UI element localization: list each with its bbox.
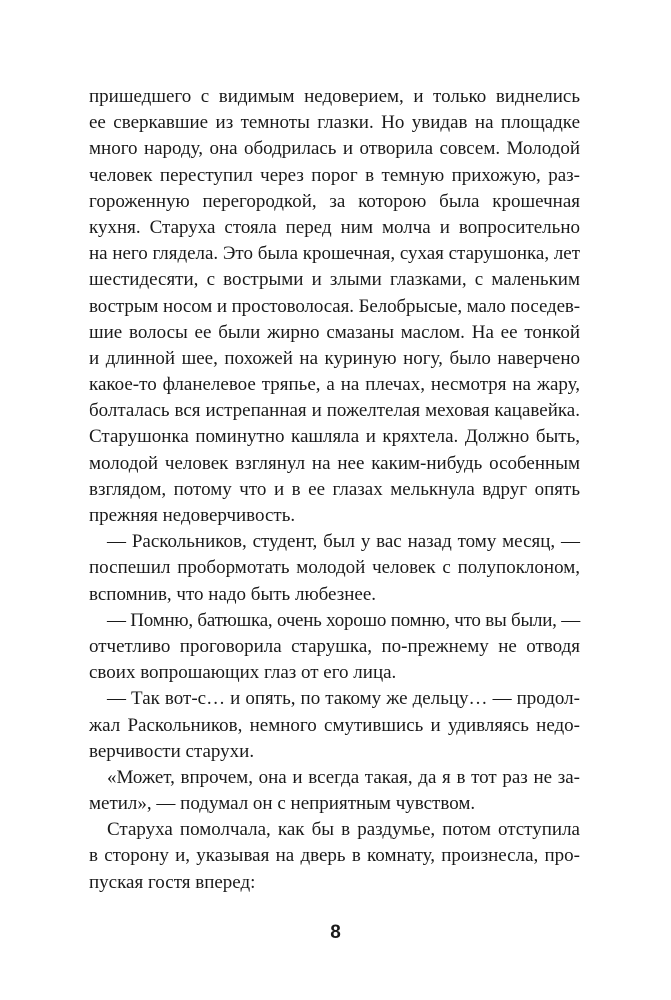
text-line: метил», — подумал он с неприятным чувством. bbox=[89, 793, 476, 815]
text-line: какое-то фланелевое тряпье, а на плечах, несмотря на жару, bbox=[89, 374, 580, 396]
text-line: «Может, впрочем, она и всегда такая, да я в тот раз не за- bbox=[107, 766, 580, 788]
paragraph bbox=[89, 84, 580, 529]
text-line: взглядом, потому что и в ее глазах мелькнула вдруг опять bbox=[89, 478, 580, 500]
page-number: 8 bbox=[330, 922, 341, 943]
paragraph bbox=[89, 765, 580, 817]
text-line: вострым носом и простоволосая. Белобрысые, мало поседев- bbox=[89, 295, 580, 317]
text-line: верчивости старухи. bbox=[89, 740, 255, 762]
text-line: на него глядела. Это была крошечная, сухая старушонка, лет bbox=[89, 243, 580, 265]
paragraph bbox=[89, 817, 580, 896]
text-line: гороженную перегородкой, за которою была крошечная bbox=[89, 190, 580, 212]
text-line: шестидесяти, с вострыми и злыми глазками, с маленьким bbox=[89, 269, 580, 291]
text-line: человек переступил через порог в темную прихожую, раз- bbox=[89, 164, 580, 186]
text-line: Старушонка поминутно кашляла и кряхтела. Должно быть, bbox=[89, 426, 580, 448]
text-line: поспешил пробормотать молодой человек с полупоклоном, bbox=[89, 557, 580, 579]
text-line: прежняя недоверчивость. bbox=[89, 505, 296, 526]
text-line: и длинной шее, похожей на куриную ногу, было наверчено bbox=[89, 347, 580, 369]
text-line: — Раскольников, студент, был у вас назад тому месяц, — bbox=[107, 531, 580, 553]
text-line: Старуха помолчала, как бы в раздумье, потом отступила bbox=[107, 819, 580, 841]
text-line: ее сверкавшие из темноты глазки. Но увидав на площадке bbox=[89, 112, 580, 134]
text-line: молодой человек взглянул на нее каким-нибудь особенным bbox=[89, 452, 580, 474]
paragraph bbox=[89, 608, 580, 687]
text-line: жал Раскольников, немного смутившись и удивляясь недо- bbox=[89, 714, 580, 736]
text-line: болталась вся истрепанная и пожелтелая меховая кацавейка. bbox=[89, 400, 580, 422]
text-line: вспомнив, что надо быть любезнее. bbox=[89, 583, 377, 605]
body-text bbox=[89, 84, 580, 896]
text-line: в сторону и, указывая на дверь в комнату, произнесла, про- bbox=[89, 845, 580, 867]
text-line: пуская гостя вперед: bbox=[89, 871, 256, 893]
text-line: своих вопрошающих глаз от его лица. bbox=[89, 662, 397, 684]
text-line: пришедшего с видимым недоверием, и только виднелись bbox=[89, 86, 580, 107]
text-line: — Так вот-с… и опять, по такому же дельцу… — продол- bbox=[107, 688, 580, 710]
text-line: отчетливо проговорила старушка, по-прежнему не отводя bbox=[89, 635, 580, 657]
paragraph bbox=[89, 686, 580, 765]
text-line: кухня. Старуха стояла перед ним молча и вопросительно bbox=[89, 216, 580, 238]
text-line: — Помню, батюшка, очень хорошо помню, что вы были, — bbox=[107, 609, 580, 631]
text-line: шие волосы ее были жирно смазаны маслом. На ее тонкой bbox=[89, 321, 580, 343]
paragraph bbox=[89, 529, 580, 608]
text-line: много народу, она ободрилась и отворила совсем. Молодой bbox=[89, 138, 580, 160]
